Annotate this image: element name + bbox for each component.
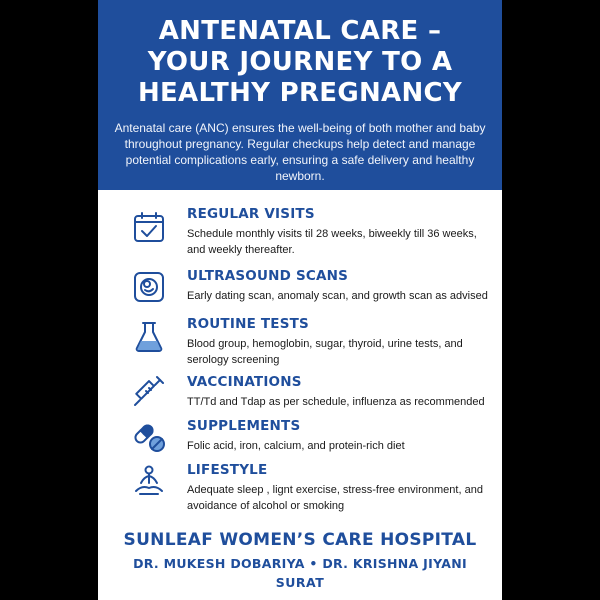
title-line-3: HEALTHY PREGNANCY	[137, 78, 463, 108]
item-description: Schedule monthly visits til 28 weeks, biweekly till 36 weeks, and weekly thereafter.	[187, 228, 477, 256]
title-line-1: ANTENATAL CARE –	[158, 16, 442, 46]
item-description: Folic acid, iron, calcium, and protein-rich diet	[187, 440, 405, 452]
item-description: TT/Td and Tdap as per schedule, influenza as recommended	[187, 396, 485, 408]
item-description: Early dating scan, anomaly scan, and growth scan as advised	[187, 290, 488, 302]
item-title: ROUTINE TESTS	[187, 316, 309, 332]
item-title: VACCINATIONS	[187, 374, 302, 390]
page-title	[98, 16, 502, 109]
pills-icon	[132, 420, 166, 454]
doctor-names: DR. MUKESH DOBARIYA • DR. KRISHNA JIYANI	[133, 556, 467, 571]
flask-icon	[132, 320, 166, 354]
meditation-icon	[132, 464, 166, 498]
intro-text: Antenatal care (ANC) ensures the well-being of both mother and baby throughout pregnancy. Regular checkups help detect and manage potential complications early, ensuring a safe delivery and healthy newborn.	[114, 121, 486, 183]
syringe-icon	[132, 374, 166, 408]
footer	[98, 530, 502, 590]
title-line-2: YOUR JOURNEY TO A	[147, 47, 453, 77]
item-description: Blood group, hemoglobin, sugar, thyroid, urine tests, and serology screening	[187, 338, 463, 366]
hospital-name: SUNLEAF WOMEN’S CARE HOSPITAL	[123, 530, 477, 550]
header-banner	[98, 0, 502, 190]
item-title: SUPPLEMENTS	[187, 418, 301, 434]
ultrasound-icon	[132, 270, 166, 304]
calendar-check-icon	[132, 210, 166, 244]
item-title: ULTRASOUND SCANS	[187, 268, 349, 284]
item-title: LIFESTYLE	[187, 462, 268, 478]
item-title: REGULAR VISITS	[187, 206, 315, 222]
poster	[98, 0, 502, 600]
city-name: SURAT	[275, 575, 325, 590]
item-description: Adequate sleep , lignt exercise, stress-free environment, and avoidance of alcohol or smoking	[187, 484, 483, 512]
